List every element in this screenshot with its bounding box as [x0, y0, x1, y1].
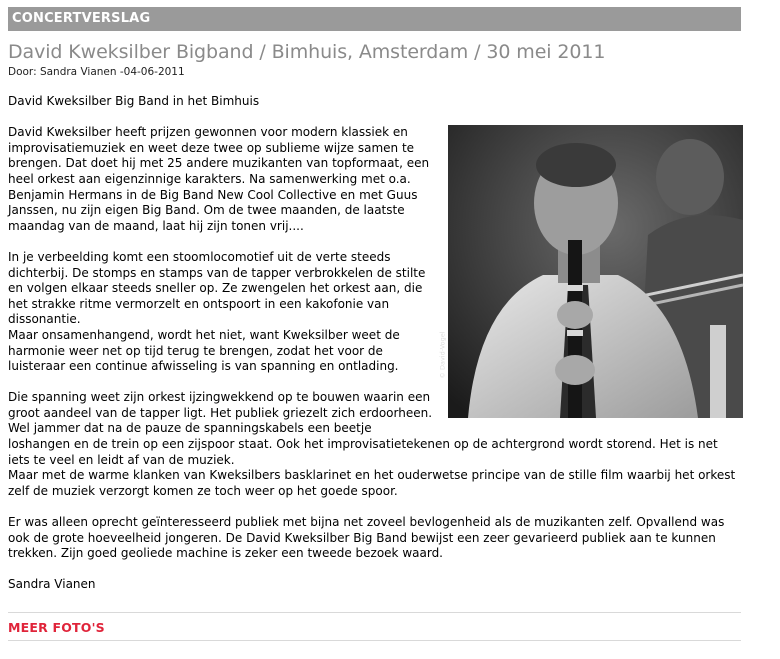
- article-byline: Door: Sandra Vianen -04-06-2011: [8, 66, 185, 78]
- article-intro: David Kweksilber Big Band in het Bimhuis: [8, 94, 260, 108]
- article-headline: David Kweksilber Bigband / Bimhuis, Amsterdam / 30 mei 2011: [8, 41, 606, 63]
- article-paragraph: David Kweksilber heeft prijzen gewonnen voor modern klassiek en improvisatiemuziek en weet deze twee op sublieme wijze samen te brengen. Dat doet hij met 25 andere muzikanten van topformaat, een heel orkest aan eigenzinnige karakters. Na samenwerking met o.a. Benjamin Hermans in de Big Band New Cool Collective en met Guus Janssen, nu zijn eigen Big Band. Om de twee maanden, de laatste maandag van de maand, laat hij zijn tonen vrij....: [8, 125, 430, 233]
- article-paragraph: Maar onsamenhangend, wordt het niet, want Kweksilber weet de harmonie weer net op tijd terug te brengen, zodat het voor de luisteraar een continue afwisseling is van spanning en ontlading.: [8, 327, 400, 374]
- article-paragraph: Er was alleen oprecht geïnteresseerd publiek met bijna net zoveel bevlogenheid als de muzikanten zelf. Opvallend was ook de grote hoeveelheid jongeren. De David Kweksilber Big Band bewijst een zeer gevarieerd publiek aan te kunnen trekken. Zijn goed geoliede machine is zeker een tweede bezoek waard.: [8, 515, 725, 561]
- divider: [8, 612, 741, 613]
- photo-credit: © David-Vogel: [438, 331, 447, 379]
- clarinet-player-image: [448, 125, 743, 418]
- section-header: CONCERTVERSLAG: [8, 7, 741, 31]
- article-paragraph: Die spanning weet zijn orkest ijzingwekkend op te bouwen waarin een groot aandeel van de tapper ligt. Het publiek griezelt zich erdoorheen.: [8, 390, 433, 420]
- divider: [8, 640, 741, 641]
- article-paragraph: In je verbeelding komt een stoomlocomotief uit de verte steeds dichterbij. De stomps en stamps van de tapper verbrokkelen de stilte en volgen elkaar steeds sneller op. Ze zwengelen het orkest aan, die het strakke ritme vermorzelt en ontspoort in een kakofonie van dissonantie.: [8, 249, 426, 327]
- article-body: [8, 94, 743, 609]
- article-paragraph: Wel jammer dat na de pauze de spanningskabels een beetje loshangen en de trein op een zijspoor staat. Ook het improvisatietekenen op de achtergrond wordt storend. Het is net iets te veel en leidt af van de muziek.: [8, 421, 718, 467]
- article-author: Sandra Vianen: [8, 577, 96, 592]
- article-paragraph: Maar met de warme klanken van Kweksilbers basklarinet en het ouderwetse principe van de stille film waarbij het orkest zelf de muziek verzorgt komen ze toch weer op het goede spoor.: [8, 468, 736, 498]
- concert-photo: [438, 125, 743, 418]
- more-photos-link[interactable]: MEER FOTO'S: [8, 620, 105, 635]
